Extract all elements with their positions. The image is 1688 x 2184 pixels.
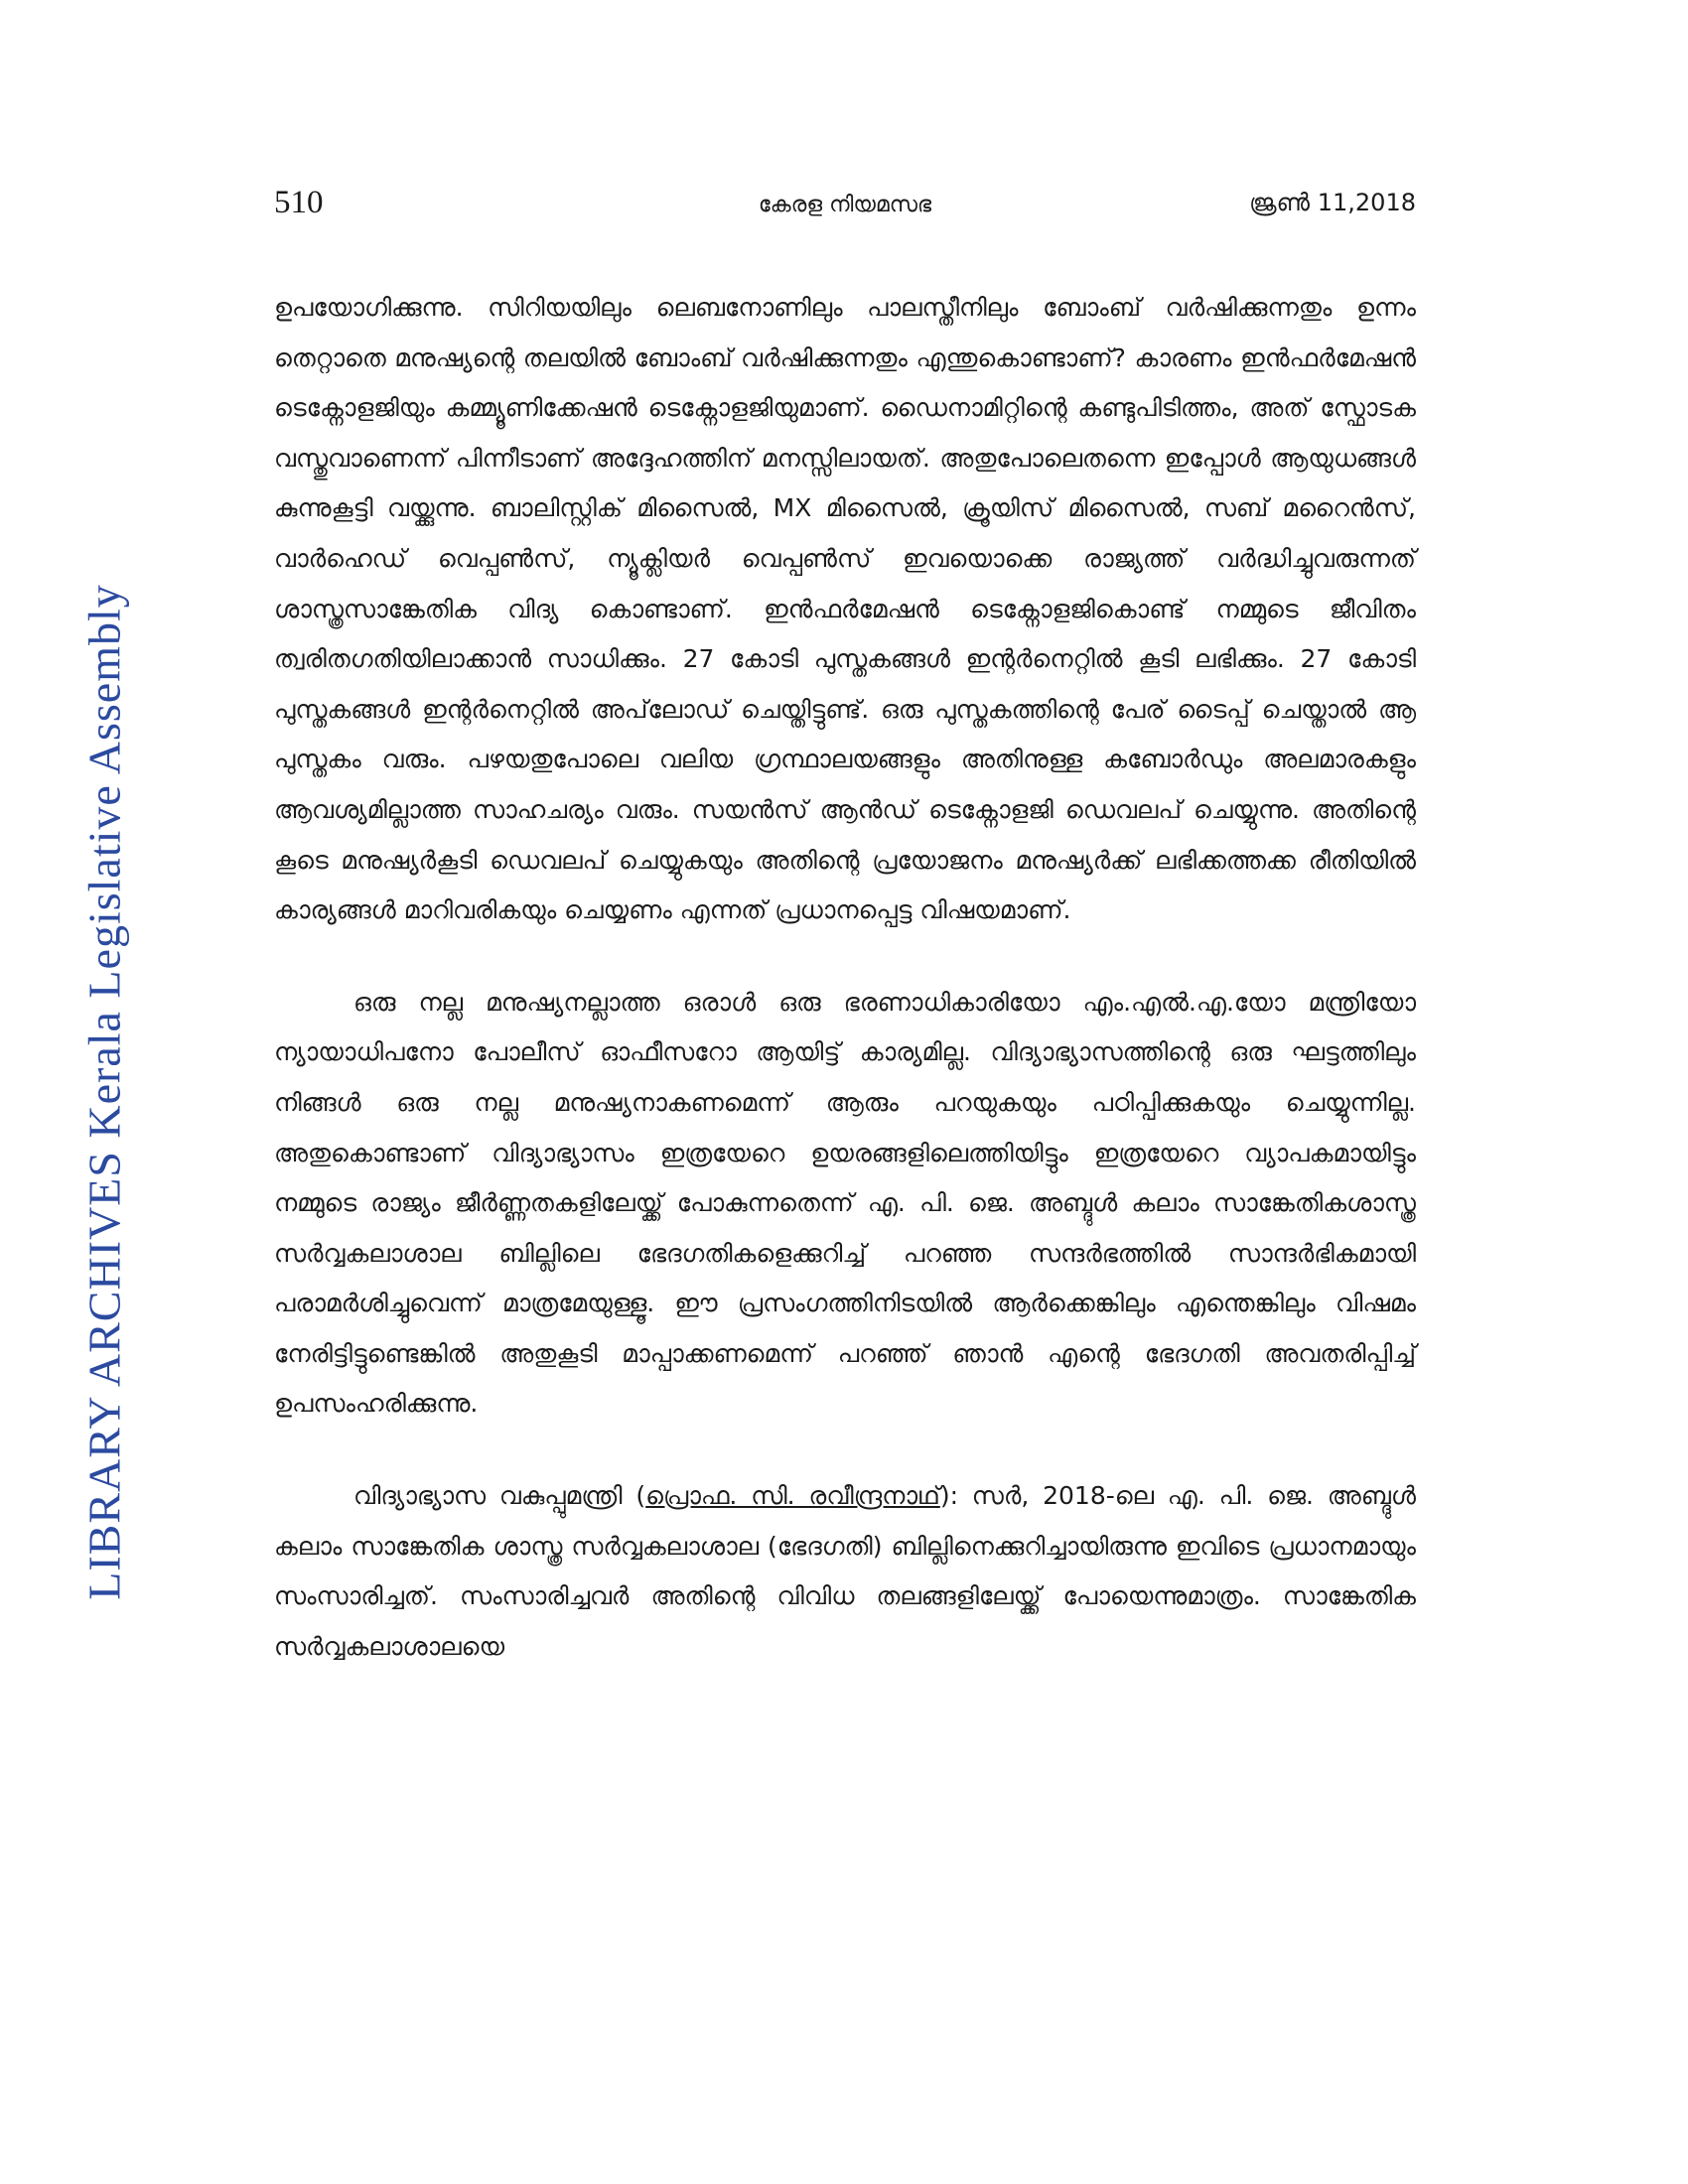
running-title: കേരള നിയമസഭ <box>758 193 932 217</box>
speaker-name: പ്രൊഫ. സി. രവീന്ദ്രനാഥ് <box>645 1481 940 1511</box>
page-header <box>274 185 1416 234</box>
header-date: ജ്രൺ 11,2018 <box>1249 189 1416 216</box>
paragraph-1: ഉപയോഗിക്കുന്നു. സിറിയയിലും ലെബനോണിലും പാലസ്തീനിലും ബോംബ് വർഷിക്കുന്നതും ഉന്നം തെറ്റാതെ മനുഷ്യന്റെ തലയിൽ ബോംബ് വർഷിക്കുന്നതും എന്തുകൊണ്ടാണ്? കാരണം ഇൻഫർമേഷൻ ടെക്നോളജിയും കമ്മ്യൂണിക്കേഷൻ ടെക്നോളജിയുമാണ്. ഡൈനാമിറ്റിന്റെ കണ്ടുപിടിത്തം, അത് സ്ഫോടക വസ്തുവാണെന്ന് പിന്നീടാണ് അദ്ദേഹത്തിന് മനസ്സിലായത്. അതുപോലെതന്നെ ഇപ്പോൾ ആയുധങ്ങൾ കുന്നുകൂട്ടി വയ്ക്കുന്നു. ബാലിസ്റ്റിക് മിസൈൽ, MX മിസൈൽ, ക്രൂയിസ് മിസൈൽ, സബ് മറൈൻസ്, വാർഹെഡ് വെപ്പൺസ്, ന്യൂക്ലിയർ വെപ്പൺസ് ഇവയൊക്കെ രാജ്യത്ത് വർദ്ധിച്ചുവരുന്നത് ശാസ്ത്രസാങ്കേതിക വിദ്യ കൊണ്ടാണ്. ഇൻഫർമേഷൻ ടെക്നോളജികൊണ്ട് നമ്മുടെ ജീവിതം ത്വരിതഗതിയിലാക്കാൻ സാധിക്കും. 27 കോടി പുസ്തകങ്ങൾ ഇന്റർനെറ്റിൽ കൂടി ലഭിക്കും. 27 കോടി പുസ്തകങ്ങൾ ഇന്റർനെറ്റിൽ അപ്‌ലോഡ് ചെയ്തിട്ടുണ്ട്. ഒരു പുസ്തകത്തിന്റെ പേര് ടൈപ്പ് ചെയ്താൽ ആ പുസ്തകം വരും. പഴയതുപോലെ വലിയ ഗ്രന്ഥാലയങ്ങളും അതിനുള്ള കബോർഡും അലമാരകളും ആവശ്യമില്ലാത്ത സാഹചര്യം വരും. സയൻസ് ആൻഡ് ടെക്നോളജി ഡെവലപ് ചെയ്യുന്നു. അതിന്റെ കൂടെ മനുഷ്യർകൂടി ഡെവലപ് ചെയ്യുകയും അതിന്റെ പ്രയോജനം മനുഷ്യർക്ക് ലഭിക്കത്തക്ക രീതിയിൽ കാര്യങ്ങൾ മാറിവരികയും ചെയ്യണം എന്നത് പ്രധാനപ്പെട്ട വിഷയമാണ്. <box>274 293 1416 925</box>
watermark-text: LIBRARY ARCHIVES Kerala Legislative Assembly <box>78 584 130 1600</box>
page-number: 510 <box>274 185 324 220</box>
speaker-title: വിദ്യാഭ്യാസ വകുപ്പുമന്ത്രി ( <box>353 1481 646 1511</box>
paragraph-2: ഒരു നല്ല മനുഷ്യനല്ലാത്ത ഒരാൾ ഒരു ഭരണാധികാരിയോ എം.എൽ.എ.യോ മന്ത്രിയോ ന്യായാധിപനോ പോലീസ് ഓഫീസറോ ആയിട്ട് കാര്യമില്ല. വിദ്യാഭ്യാസത്തിന്റെ ഒരു ഘട്ടത്തിലും നിങ്ങൾ ഒരു നല്ല മനുഷ്യനാകണമെന്ന് ആരും പറയുകയും പഠിപ്പിക്കുകയും ചെയ്യുന്നില്ല. അതുകൊണ്ടാണ് വിദ്യാഭ്യാസം ഇത്രയേറെ ഉയരങ്ങളിലെത്തിയിട്ടും ഇത്രയേറെ വ്യാപകമായിട്ടും നമ്മുടെ രാജ്യം ജീർണ്ണതകളിലേയ്ക്ക് പോകുന്നതെന്ന് എ. പി. ജെ. അബ്ദുൾ കലാം സാങ്കേതികശാസ്ത്ര സർവ്വകലാശാല ബില്ലിലെ ഭേദഗതികളെക്കുറിച്ച് പറഞ്ഞ സന്ദർഭത്തിൽ സാന്ദർഭികമായി പരാമർശിച്ചുവെന്ന് മാത്രമേയുള്ളൂ. ഈ പ്രസംഗത്തിനിടയിൽ ആർക്കെങ്കിലും എന്തെങ്കിലും വിഷമം നേരിട്ടിട്ടുണ്ടെങ്കിൽ അതുകൂടി മാപ്പാക്കണമെന്ന് പറഞ്ഞ് ഞാൻ എന്റെ ഭേദഗതി അവതരിപ്പിച്ച് ഉപസംഹരിക്കുന്നു. <box>274 987 1416 1419</box>
document-body <box>274 283 1416 1672</box>
paragraph-3 <box>274 1471 1416 1672</box>
paragraph-3-text: ): സർ, 2018-ലെ എ. പി. ജെ. അബ്ദുൾ കലാം സാങ്കേതിക ശാസ്ത്ര സർവ്വകലാശാല (ഭേദഗതി) ബില്ലിനെക്കുറിച്ചായിരുന്നു ഇവിടെ പ്രധാനമായും സംസാരിച്ചത്. സംസാരിച്ചവർ അതിന്റെ വിവിധ തലങ്ങളിലേയ്ക്ക് പോയെന്നുമാത്രം. സാങ്കേതിക സർവ്വകലാശാലയെ <box>274 1481 1416 1661</box>
